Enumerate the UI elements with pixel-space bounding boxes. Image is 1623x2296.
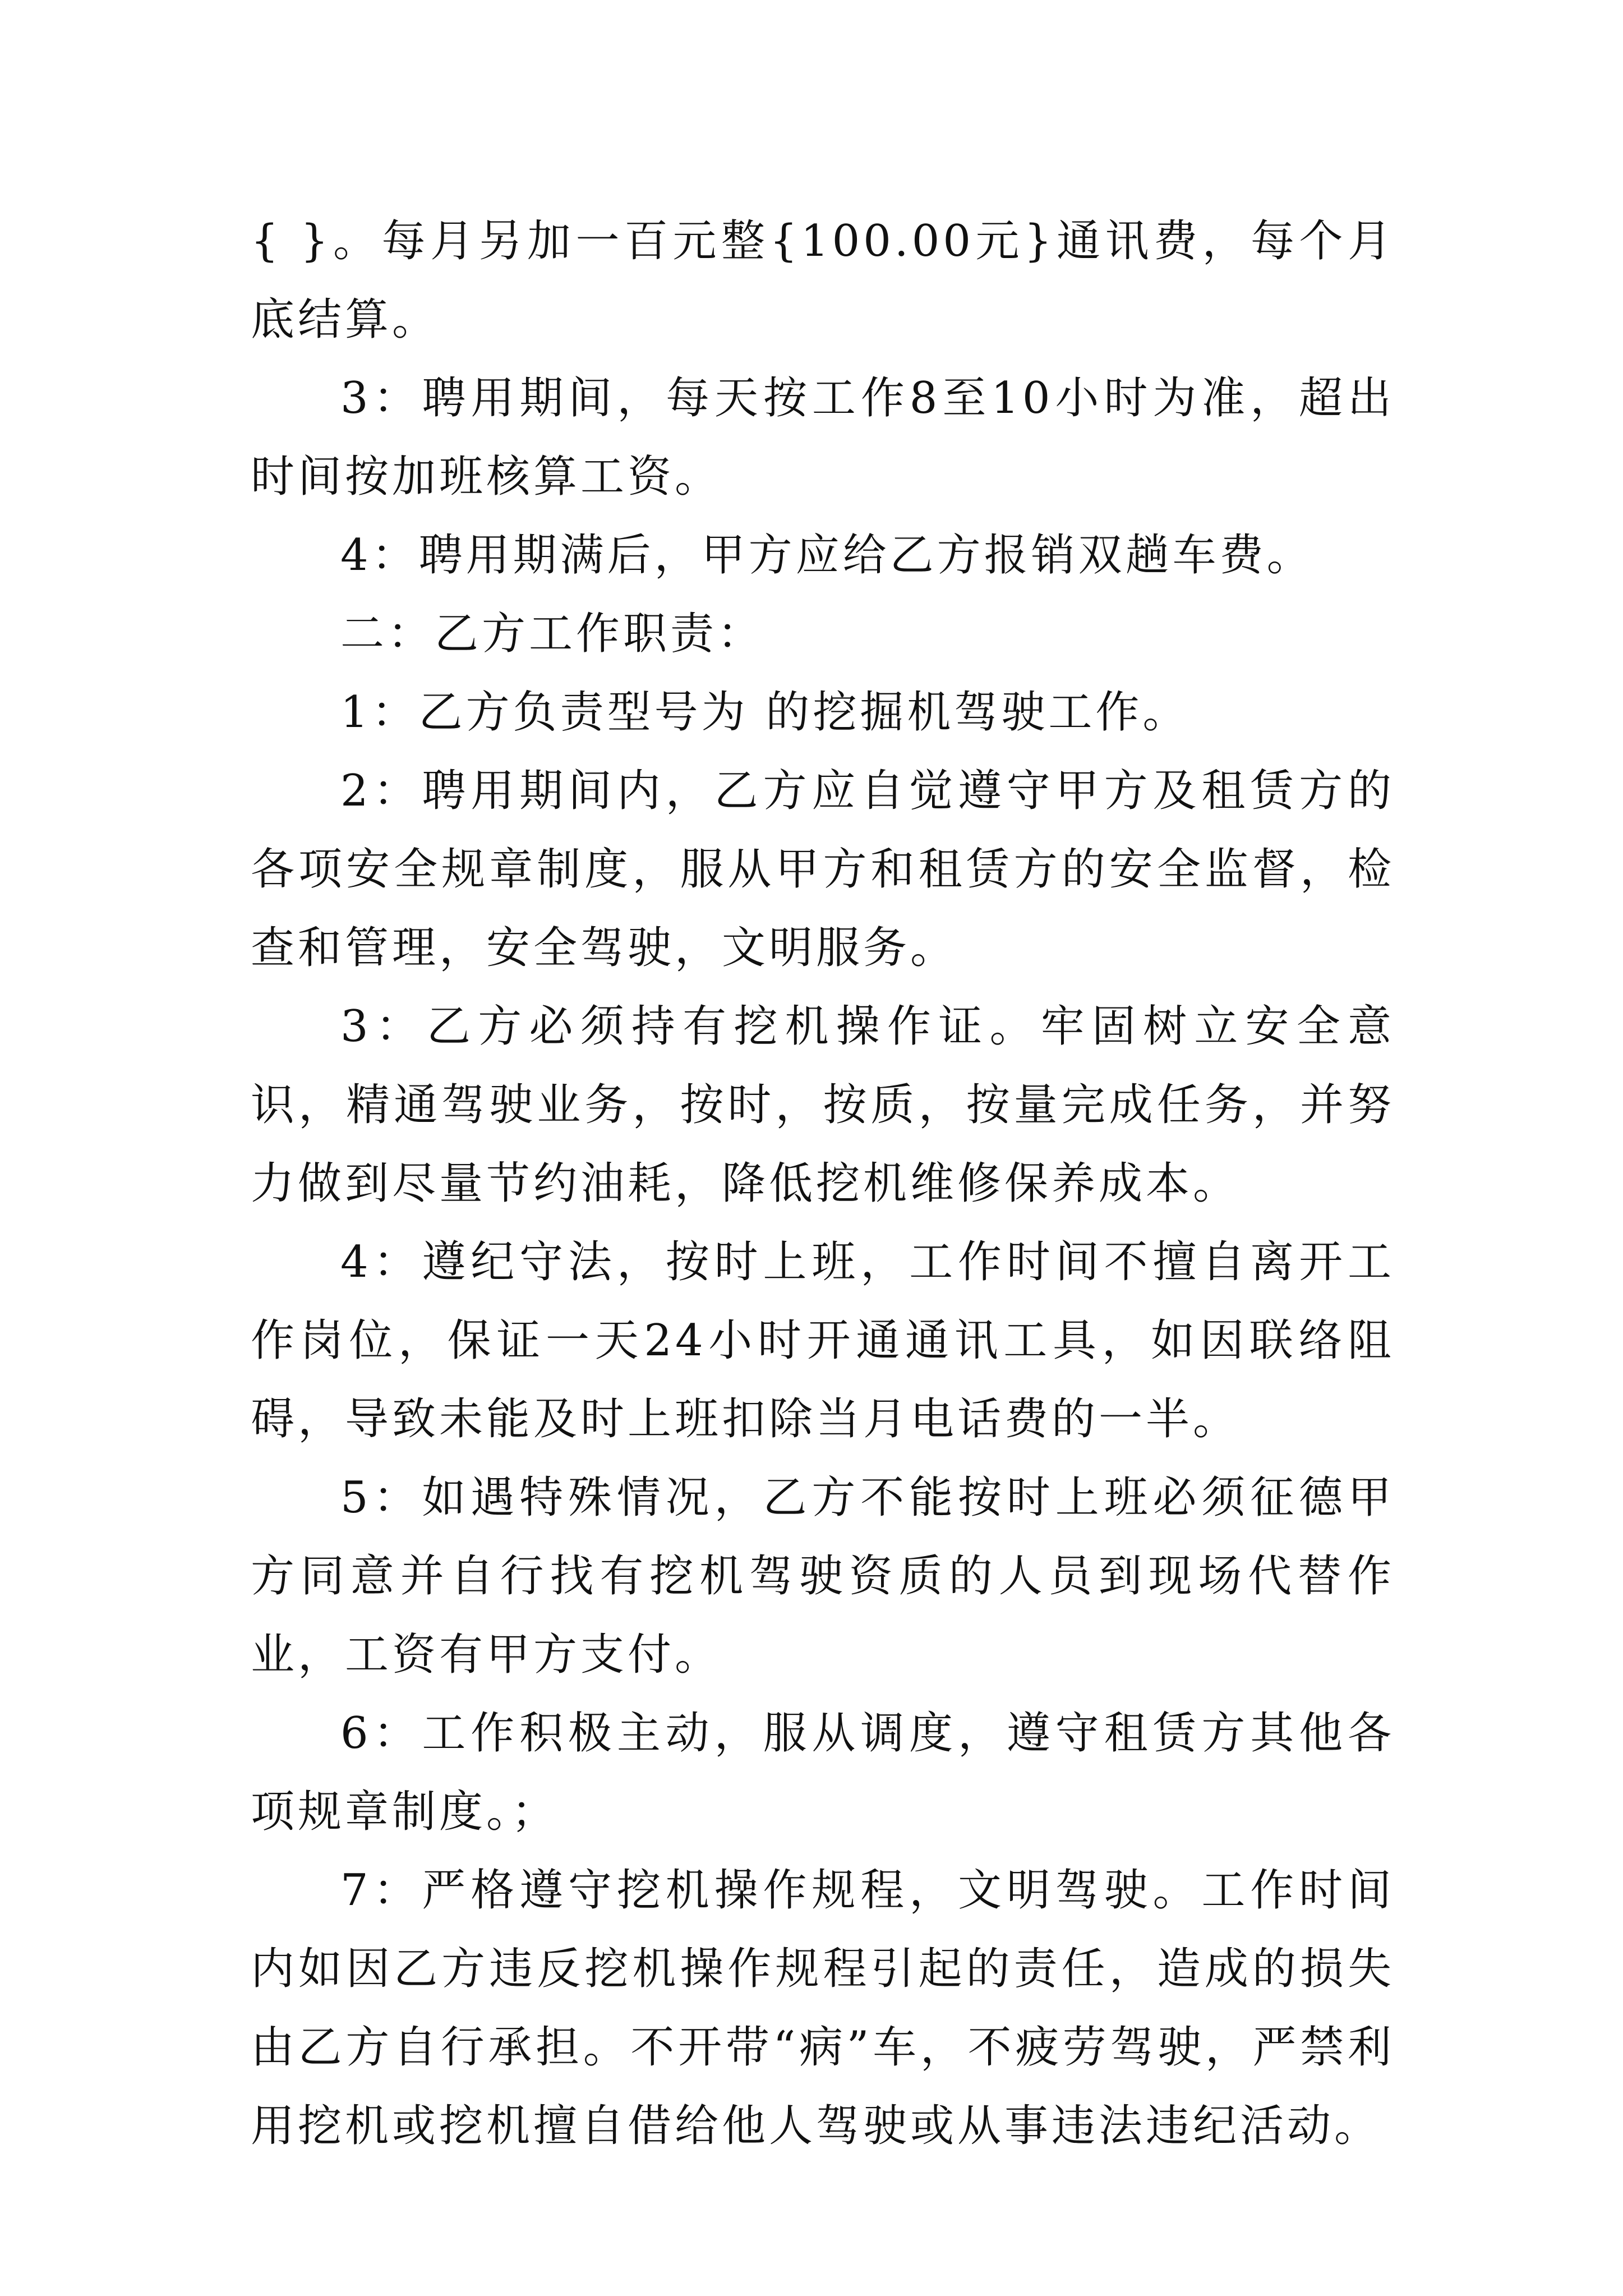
paragraph-duty-2: 2：聘用期间内，乙方应自觉遵守甲方及租赁方的各项安全规章制度，服从甲方和租赁方的安全监督，检查和管理，安全驾驶，文明服务。: [251, 766, 1395, 973]
paragraph-duty-6: 6：工作积极主动，服从调度，遵守租赁方其他各项规章制度。；: [251, 1708, 1395, 1837]
paragraph-clause-4-travel-fare: 4：聘用期满后，甲方应给乙方报销双趟车费。: [340, 530, 1314, 581]
paragraph-continuation: { }。每月另加一百元整{100.00元}通讯费，每个月底结算。: [251, 216, 1395, 345]
paragraph-duty-4: 4：遵纪守法，按时上班，工作时间不擅自离开工作岗位，保证一天24小时开通通讯工具，如因联络阻碍，导致未能及时上班扣除当月电话费的一半。: [251, 1237, 1395, 1444]
document-body: [251, 202, 1395, 2165]
section-heading-duties: 二：乙方工作职责：: [340, 609, 765, 659]
paragraph-clause-3-working-hours: 3：聘用期间，每天按工作8至10小时为准，超出时间按加班核算工资。: [251, 373, 1395, 502]
paragraph-duty-1: 1：乙方负责型号为 的挖掘机驾驶工作。: [340, 687, 1190, 738]
paragraph-duty-3: 3：乙方必须持有挖机操作证。牢固树立安全意识，精通驾驶业务，按时，按质，按量完成任务，并努力做到尽量节约油耗，降低挖机维修保养成本。: [251, 1001, 1395, 1209]
paragraph-duty-5: 5：如遇特殊情况，乙方不能按时上班必须征德甲方同意并自行找有挖机驾驶资质的人员到现场代替作业，工资有甲方支付。: [251, 1473, 1395, 1680]
paragraph-duty-7: 7：严格遵守挖机操作规程，文明驾驶。工作时间内如因乙方违反挖机操作规程引起的责任，造成的损失由乙方自行承担。不开带“病”车，不疲劳驾驶，严禁利用挖机或挖机擅自借给他人驾驶或从事违法违纪活动。: [251, 1865, 1395, 2151]
